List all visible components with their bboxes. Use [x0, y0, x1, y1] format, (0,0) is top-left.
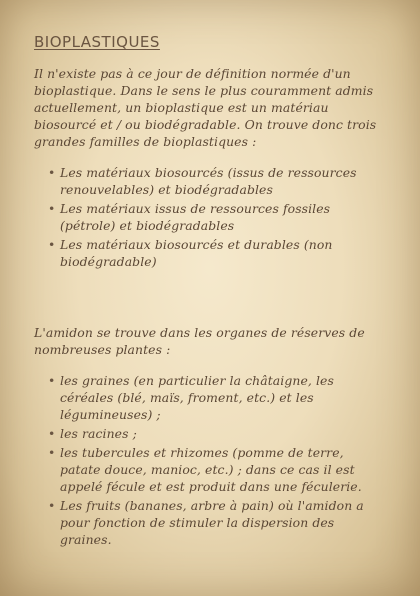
document-content [34, 34, 384, 550]
page-title: BIOPLASTIQUES [34, 33, 160, 51]
list-item: • Les matériaux issus de ressources fossiles (pétrole) et biodégradables [48, 200, 384, 234]
list-item: • Les fruits (bananes, arbre à pain) où l'amidon a pour fonction de stimuler la dispersion des graines. [48, 497, 384, 548]
intro-paragraph: Il n'existe pas à ce jour de définition normée d'un bioplastique. Dans le sens le plus couramment admis actuellement, un bioplastique est un matériau biosourcé et / ou biodégradable. On trouve donc trois grandes familles de bioplastiques : [34, 66, 377, 149]
starch-sources-list [34, 372, 384, 548]
starch-paragraph: L'amidon se trouve dans les organes de réserves de nombreuses plantes : [34, 325, 365, 357]
list-item: • Les matériaux biosourcés (issus de ressources renouvelables) et biodégradables [48, 164, 384, 198]
section-spacer [34, 272, 384, 324]
list-item: • les tubercules et rhizomes (pomme de terre, patate douce, manioc, etc.) ; dans ce cas il est appelé fécule et est produit dans une féculerie. [48, 444, 384, 495]
list-item: • les racines ; [48, 425, 384, 442]
families-list [34, 164, 384, 270]
list-item: • les graines (en particulier la châtaigne, les céréales (blé, maïs, froment, etc.) et les légumineuses) ; [48, 372, 384, 423]
list-item: • Les matériaux biosourcés et durables (non biodégradable) [48, 236, 384, 270]
